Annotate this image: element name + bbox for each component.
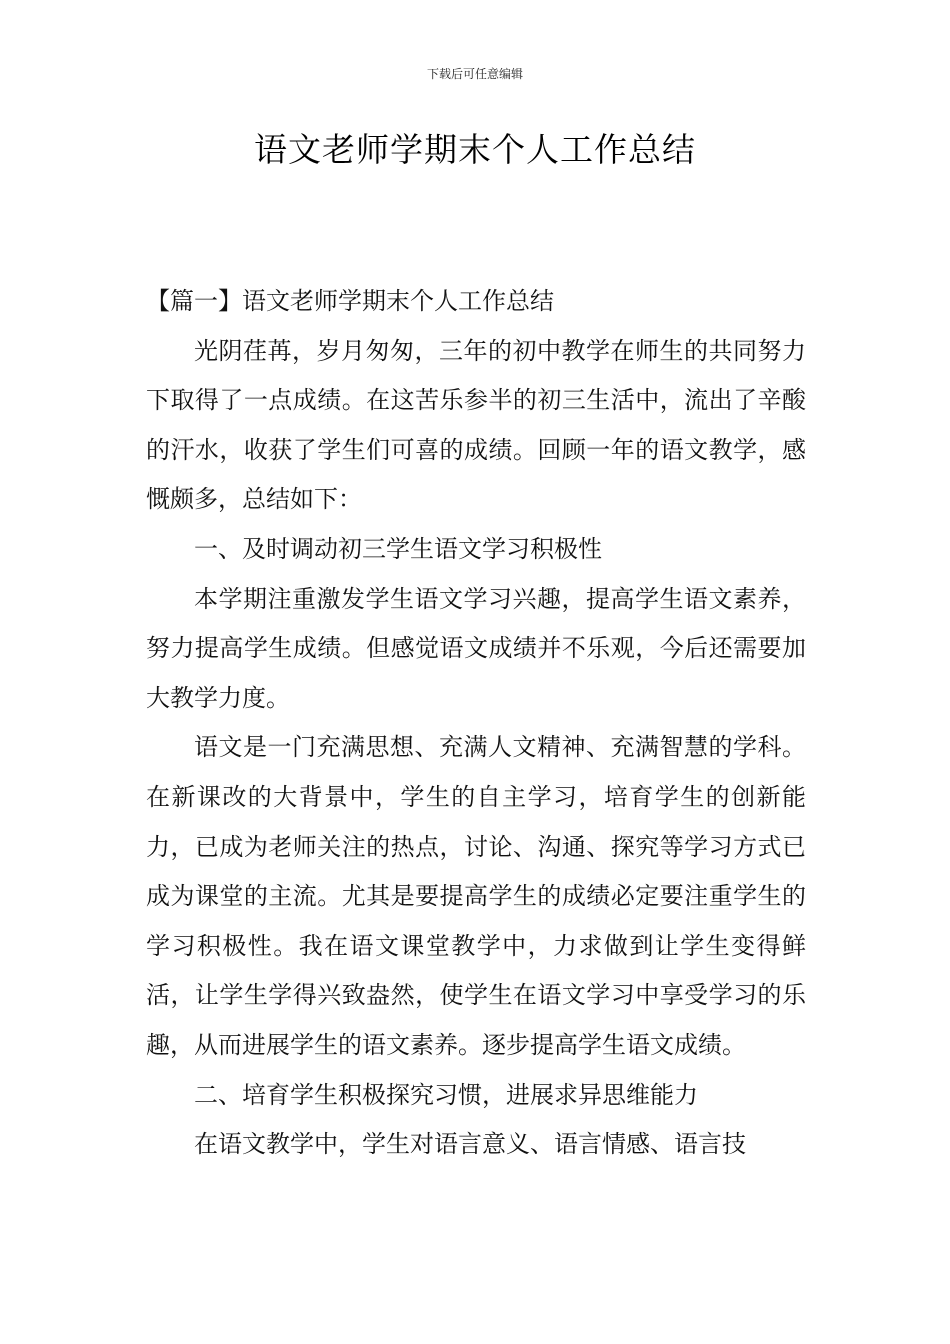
paragraph-intro: 光阴荏苒，岁月匆匆，三年的初中教学在师生的共同努力下取得了一点成绩。在这苦乐参半的初三生活中，流出了辛酸的汗水，收获了学生们可喜的成绩。回顾一年的语文教学，感慨颇多，总结如下： xyxy=(146,336,806,514)
section-heading: 【篇一】语文老师学期末个人工作总结 xyxy=(146,287,554,315)
document-body xyxy=(146,277,806,1170)
header-note: 下载后可任意编辑 xyxy=(426,67,523,81)
paragraph-3: 在语文教学中，学生对语言意义、语言情感、语言技 xyxy=(194,1130,746,1159)
paragraph-2: 语文是一门充满思想、充满人文精神、充满智慧的学科。在新课改的大背景中，学生的自主学习，培育学生的创新能力，已成为老师关注的热点，讨论、沟通、探究等学习方式已成为课堂的主流。尤其是要提高学生的成绩必定要注重学生的学习积极性。我在语文课堂教学中，力求做到让学生变得鲜活，让学生学得兴致盎然，使学生在语文学习中享受学习的乐趣，从而进展学生的语文素养。逐步提高学生语文成绩。 xyxy=(146,733,806,1059)
subheading-1: 一、及时调动初三学生语文学习积极性 xyxy=(194,534,602,563)
subheading-2: 二、培育学生积极探究习惯，进展求异思维能力 xyxy=(194,1080,698,1109)
document-title: 语文老师学期末个人工作总结 xyxy=(254,130,696,169)
paragraph-1: 本学期注重激发学生语文学习兴趣，提高学生语文素养，努力提高学生成绩。但感觉语文成绩并不乐观，今后还需要加大教学力度。 xyxy=(146,584,806,712)
